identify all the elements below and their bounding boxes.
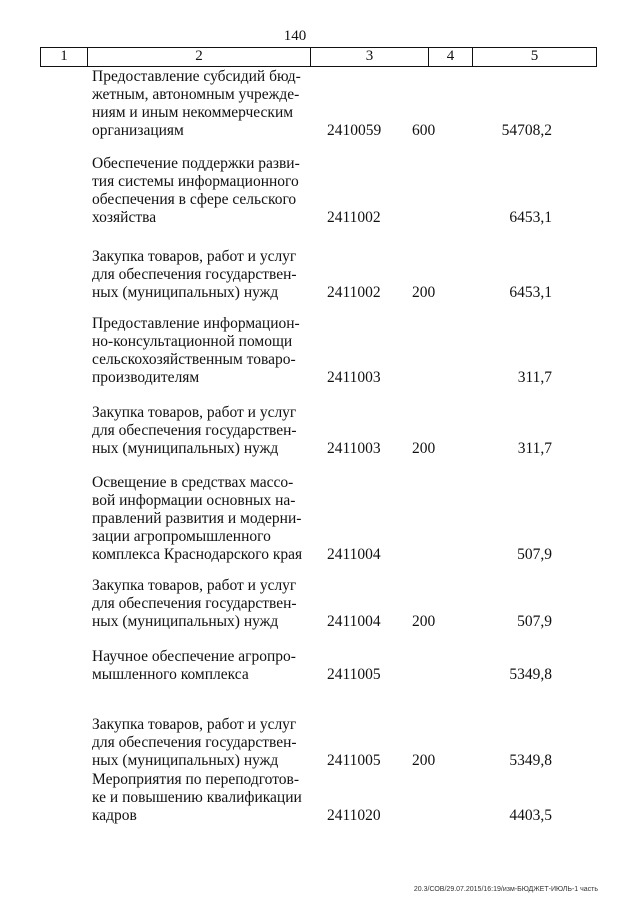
row-description — [92, 315, 305, 387]
row-code: 2411004 — [327, 613, 381, 630]
row-type: 200 — [412, 284, 436, 301]
row-type: 200 — [412, 613, 436, 630]
description-line: тия системы информационного — [92, 173, 299, 190]
row-description — [92, 155, 305, 227]
row-description — [92, 648, 305, 684]
row-amount: 4403,5 — [509, 807, 552, 824]
description-line: вой информации основных на- — [92, 492, 296, 509]
header-col-4: 4 — [429, 48, 473, 66]
description-line: Научное обеспечение агропро- — [92, 648, 296, 665]
row-code: 2411002 — [327, 284, 381, 301]
row-amount: 507,9 — [517, 613, 552, 630]
description-line: Предоставление субсидий бюд- — [92, 68, 301, 85]
description-line: Предоставление информацион- — [92, 315, 300, 332]
page-number: 140 — [283, 28, 307, 44]
row-type: 200 — [412, 752, 436, 769]
row-description — [92, 716, 305, 770]
header-col-3: 3 — [311, 48, 429, 66]
description-line: ниям и иным некоммерческим — [92, 104, 294, 121]
row-description — [92, 577, 305, 631]
row-amount: 6453,1 — [509, 209, 552, 226]
description-line: Обеспечение поддержки разви- — [92, 155, 300, 172]
description-line: Закупка товаров, работ и услуг — [92, 716, 297, 733]
row-type: 200 — [412, 440, 436, 457]
row-description — [92, 474, 305, 564]
description-line: Закупка товаров, работ и услуг — [92, 248, 297, 265]
row-amount: 6453,1 — [509, 284, 552, 301]
row-amount: 311,7 — [517, 369, 552, 386]
description-line: ных (муниципальных) нужд — [92, 440, 279, 457]
description-line: Закупка товаров, работ и услуг — [92, 577, 297, 594]
header-col-5: 5 — [530, 48, 539, 64]
description-line: ных (муниципальных) нужд — [92, 284, 279, 301]
description-line: зации агропромышленного — [92, 528, 271, 545]
row-code: 2411003 — [327, 369, 381, 386]
header-col-2: 2 — [88, 48, 311, 66]
row-amount: 54708,2 — [501, 122, 552, 139]
row-description — [92, 771, 305, 825]
row-description — [92, 68, 305, 140]
description-line: жетным, автономным учрежде- — [92, 86, 300, 103]
row-code: 2411004 — [327, 546, 381, 563]
row-code: 2410059 — [327, 122, 382, 139]
description-line: но-консультационной помощи — [92, 333, 293, 350]
description-line: ных (муниципальных) нужд — [92, 613, 279, 630]
row-code: 2411002 — [327, 209, 381, 226]
row-amount: 311,7 — [517, 440, 552, 457]
description-line: Мероприятия по переподготов- — [92, 771, 300, 788]
row-code: 2411005 — [327, 666, 381, 683]
description-line: ных (муниципальных) нужд — [92, 752, 279, 769]
description-line: ке и повышению квалификации — [92, 789, 302, 806]
row-amount: 5349,8 — [509, 752, 552, 769]
row-code: 2411003 — [327, 440, 381, 457]
description-line: производителям — [92, 369, 200, 386]
description-line: организациям — [92, 122, 184, 139]
description-line: обеспечения в сфере сельского — [92, 191, 297, 208]
row-code: 2411020 — [327, 807, 381, 824]
description-line: сельскохозяйственным товаро- — [92, 351, 296, 368]
description-line: мышленного комплекса — [92, 666, 249, 683]
description-line: комплекса Краснодарского края — [92, 546, 303, 563]
row-description — [92, 248, 305, 302]
description-line: Закупка товаров, работ и услуг — [92, 404, 297, 421]
description-line: для обеспечения государствен- — [92, 734, 297, 751]
description-line: Освещение в средствах массо- — [92, 474, 294, 491]
description-line: для обеспечения государствен- — [92, 595, 297, 612]
description-line: для обеспечения государствен- — [92, 266, 297, 283]
row-code: 2411005 — [327, 752, 381, 769]
row-description — [92, 404, 305, 458]
footer-stamp: 20.3/СОВ/29.07.2015/16:19/изм-БЮДЖЕТ-ИЮЛЬ-1 часть — [413, 886, 598, 893]
description-line: для обеспечения государствен- — [92, 422, 297, 439]
description-line: кадров — [92, 807, 137, 824]
row-type: 600 — [412, 122, 436, 139]
description-line: правлений развития и модерни- — [92, 510, 302, 527]
description-line: хозяйства — [92, 209, 157, 226]
row-amount: 507,9 — [517, 546, 552, 563]
row-amount: 5349,8 — [509, 666, 552, 683]
table-header — [40, 47, 597, 67]
header-col-1: 1 — [41, 48, 88, 66]
